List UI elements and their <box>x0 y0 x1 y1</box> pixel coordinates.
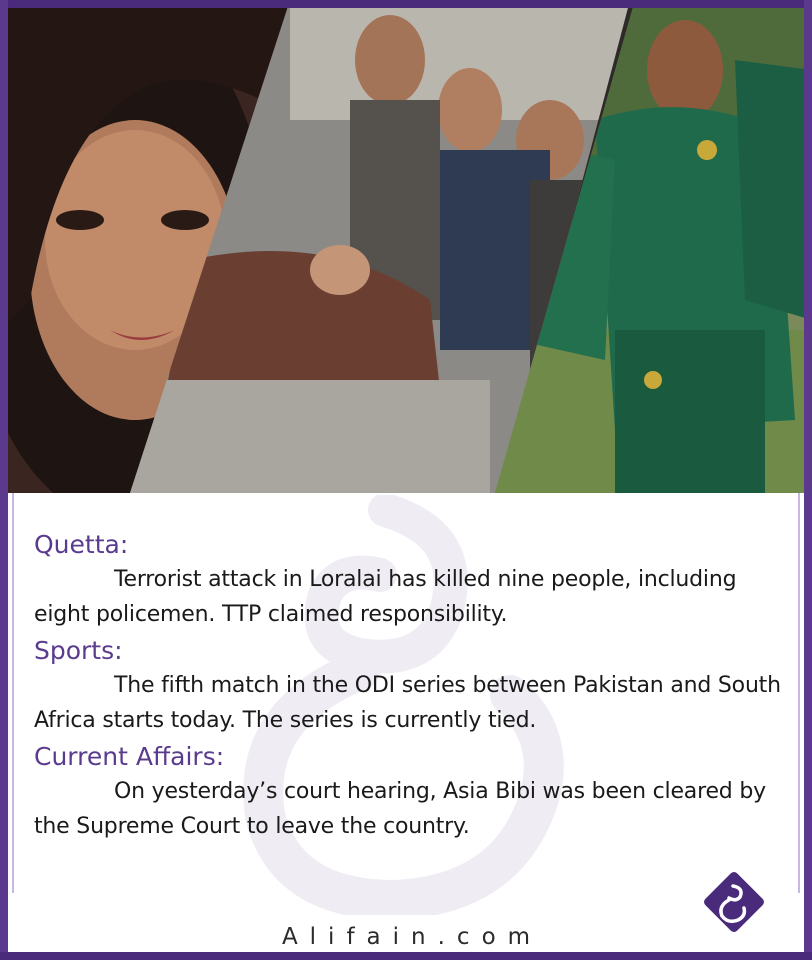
left-frame-bar <box>0 0 8 960</box>
news-section-sports <box>34 634 794 738</box>
news-section-quetta <box>34 528 794 632</box>
news-bulletin <box>34 528 794 846</box>
section-heading: Quetta: <box>34 530 129 559</box>
section-body: The fifth match in the ODI series between Pakistan and South Africa starts today. The series is currently tied. <box>34 673 781 733</box>
right-frame-bar <box>804 0 812 960</box>
section-heading: Sports: <box>34 636 123 665</box>
bottom-frame-bar <box>0 952 812 960</box>
news-section-current-affairs <box>34 740 794 844</box>
left-inner-line <box>12 493 14 893</box>
top-frame-bar <box>0 0 812 8</box>
right-inner-line <box>798 493 800 893</box>
section-heading: Current Affairs: <box>34 742 225 771</box>
section-body: Terrorist attack in Loralai has killed nine people, including eight policemen. TTP claimed responsibility. <box>34 567 737 627</box>
footer-website-url[interactable]: Alifain.com <box>281 924 543 950</box>
section-body: On yesterday’s court hearing, Asia Bibi was been cleared by the Supreme Court to leave the country. <box>34 779 766 839</box>
